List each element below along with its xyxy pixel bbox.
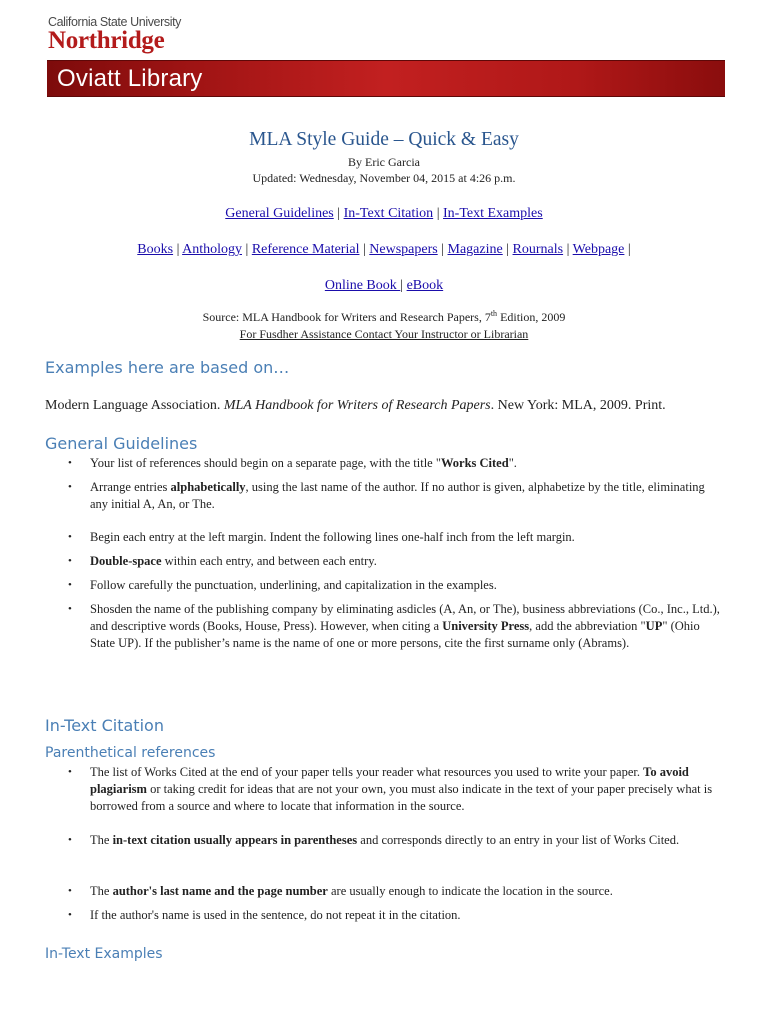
list-item-emphasis: UP <box>645 619 663 633</box>
list-item: • Begin each entry at the left margin. Indent the following lines one-half inch from the left margin. <box>90 529 722 546</box>
nav-link-webpage[interactable]: Webpage <box>572 242 625 257</box>
list-item-emphasis: Double-space <box>90 554 162 568</box>
nav-link-general-guidelines[interactable]: General Guidelines <box>225 206 334 221</box>
banner-title: Oviatt Library <box>57 65 203 92</box>
list-item-text: Shosden the name of the publishing company by eliminating asdicles (A, An, or The), business abbreviations (Co., Inc., Ltd.), and descriptive words (Books, House, Press). However, when citing a <box>90 602 720 633</box>
list-item-text: Your list of references should begin on a separate page, with the title " <box>90 456 441 470</box>
list-item-text: are usually enough to indicate the location in the source. <box>327 884 613 898</box>
subsection-heading-parenthetical-references: Parenthetical references <box>45 745 216 761</box>
source-superscript: th <box>490 309 498 318</box>
section-heading-examples-based-on: Examples here are based on… <box>45 358 290 377</box>
list-item-emphasis: in-text citation usually appears in parentheses <box>112 833 358 847</box>
nav-separator: | <box>436 206 443 221</box>
assistance-note: For Fusdher Assistance Contact Your Instructor or Librarian <box>239 327 529 341</box>
list-item-text: within each entry, and between each entry. <box>161 554 377 568</box>
nav-link-journals[interactable]: Rournals <box>512 242 564 257</box>
nav-separator: | <box>245 242 252 257</box>
nav-separator: | <box>337 206 344 221</box>
list-item: • If the author's name is used in the sentence, do not repeat it in the citation. <box>90 907 722 924</box>
nav-separator: | <box>627 242 631 257</box>
author-line: By Eric Garcia <box>348 155 420 169</box>
list-item-text: or taking credit for ideas that are not your own, you must also indicate in the text of your paper precisely what is borrowed from a source and where to locate that information in the source. <box>90 782 713 813</box>
list-item: • Follow carefully the punctuation, underlining, and capitalization in the examples. <box>90 577 722 594</box>
reference-citation <box>45 398 666 414</box>
reference-title: MLA Handbook for Writers of Research Papers <box>223 398 491 413</box>
logo-university-text: California State University <box>48 15 182 29</box>
nav-link-reference-material[interactable]: Reference Material <box>251 242 360 257</box>
list-item-text: " (Ohio State UP). If the publisher’s name is the name of one or more persons, cite the first surname only (Abrams). <box>90 619 700 650</box>
nav-separator: | <box>176 242 183 257</box>
list-item-emphasis: author's last name and the page number <box>112 884 328 898</box>
reference-pre: Modern Language Association. <box>45 398 224 413</box>
list-item <box>90 479 722 513</box>
section-heading-in-text-examples: In-Text Examples <box>45 946 163 962</box>
nav-link-in-text-citation[interactable]: In-Text Citation <box>343 206 434 221</box>
list-item-text: The list of Works Cited at the end of your paper tells your reader what resources you used to write your paper. <box>90 765 644 779</box>
nav-link-ebook[interactable]: eBook <box>406 278 444 293</box>
list-item-text: The <box>90 833 113 847</box>
nav-separator: | <box>400 278 407 293</box>
list-item-text: , using the last name of the author. If no author is given, alphabetize by the title, eliminating any initial A, An, or The. <box>90 480 705 511</box>
nav-link-in-text-examples[interactable]: In-Text Examples <box>443 206 543 221</box>
list-item-emphasis: alphabetically <box>170 480 246 494</box>
nav-link-online-book[interactable]: Online Book <box>324 278 401 293</box>
list-item <box>90 832 722 849</box>
list-item <box>90 601 722 652</box>
nav-row-2 <box>0 242 768 258</box>
list-item-text: ". <box>508 456 517 470</box>
nav-row-3 <box>0 278 768 294</box>
nav-link-books[interactable]: Books <box>137 242 174 257</box>
nav-row-1 <box>0 206 768 222</box>
reference-post: . New York: MLA, 2009. Print. <box>490 398 666 413</box>
list-item-text: The <box>90 884 113 898</box>
list-item-text: Arrange entries <box>90 480 171 494</box>
list-item <box>90 553 722 570</box>
list-item-emphasis: To avoid plagiarism <box>90 765 689 796</box>
section-heading-general-guidelines: General Guidelines <box>45 434 198 453</box>
nav-link-newspapers[interactable]: Newspapers <box>369 242 438 257</box>
nav-link-anthology[interactable]: Anthology <box>182 242 242 257</box>
list-item-text: and corresponds directly to an entry in your list of Works Cited. <box>357 833 680 847</box>
nav-separator: | <box>506 242 513 257</box>
list-item <box>90 764 722 815</box>
university-logo <box>48 16 181 53</box>
nav-separator: | <box>566 242 573 257</box>
library-banner <box>47 60 725 97</box>
nav-separator: | <box>441 242 448 257</box>
list-item <box>90 883 722 900</box>
nav-link-magazine[interactable]: Magazine <box>447 242 503 257</box>
updated-line: Updated: Wednesday, November 04, 2015 at 4:26 p.m. <box>252 171 516 185</box>
source-line <box>0 310 768 325</box>
list-item <box>90 455 722 472</box>
page-title: MLA Style Guide – Quick & Easy <box>249 129 519 150</box>
list-item-emphasis: University Press <box>442 619 530 633</box>
nav-separator: | <box>362 242 370 257</box>
list-item-emphasis: Works Cited <box>440 456 509 470</box>
list-item-text: , add the abbreviation " <box>529 619 646 633</box>
logo-campus-text: Northridge <box>48 27 165 54</box>
source-prefix: Source: MLA Handbook for Writers and Research Papers, 7 <box>202 310 491 324</box>
source-suffix: Edition, 2009 <box>497 310 566 324</box>
section-heading-in-text-citation: In-Text Citation <box>45 716 164 735</box>
